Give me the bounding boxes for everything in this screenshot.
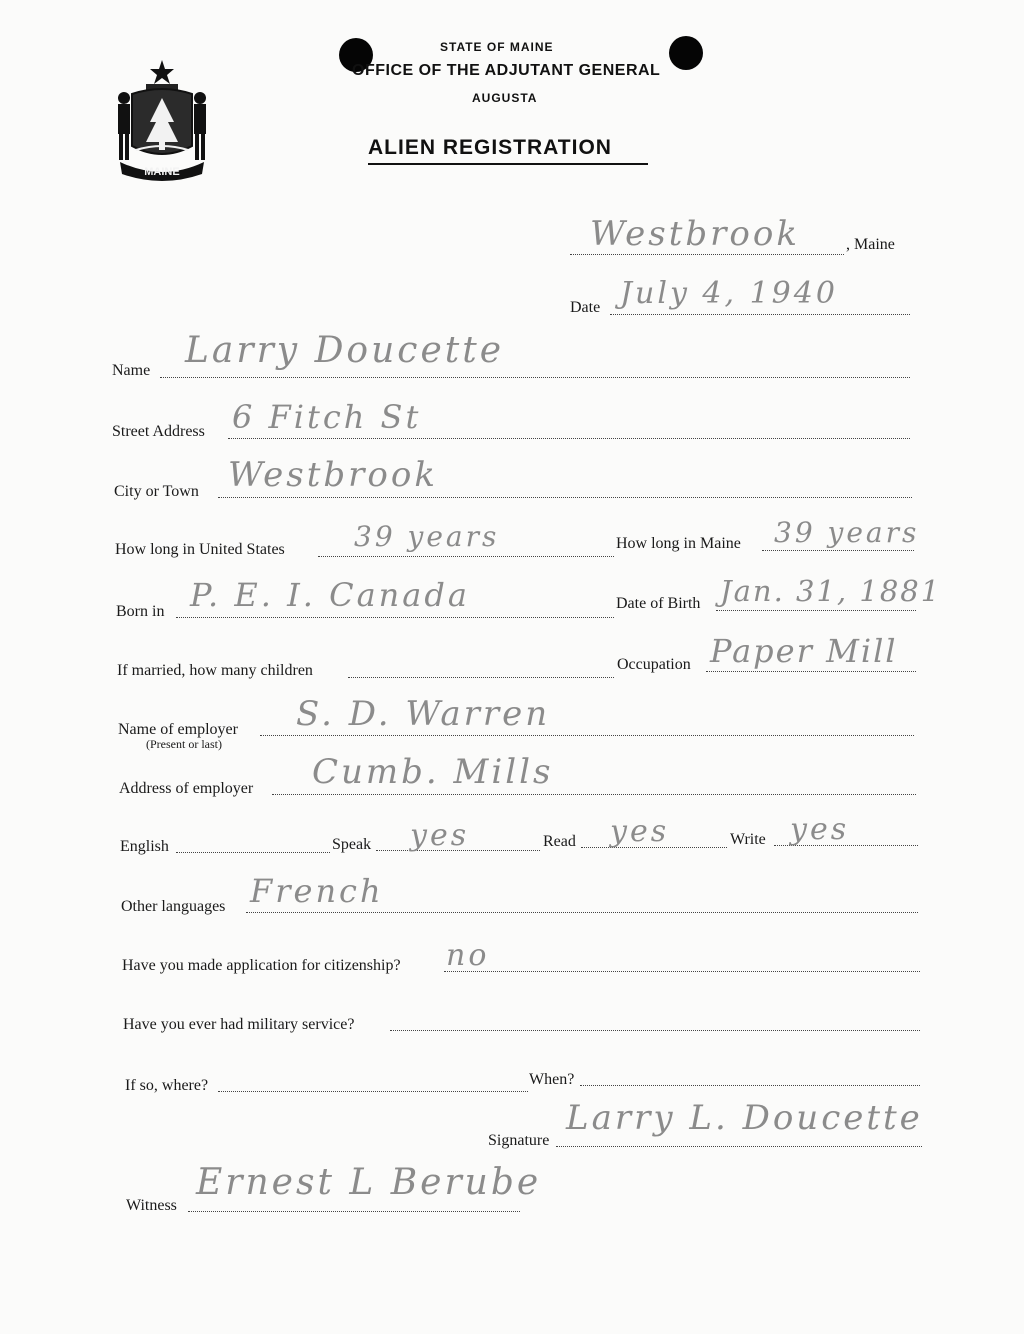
name-entry: Larry Doucette	[185, 330, 504, 371]
name-label: Name	[112, 362, 151, 379]
born-in-line	[176, 617, 614, 618]
speak-label: Speak	[332, 836, 372, 853]
city-entry: Westbrook	[228, 455, 438, 495]
where-label: If so, where?	[125, 1077, 209, 1094]
name-line	[160, 377, 910, 378]
town-line	[570, 254, 844, 255]
other-languages-label: Other languages	[121, 898, 226, 915]
speak-entry: yes	[410, 818, 470, 853]
when-label: When?	[529, 1071, 575, 1088]
form-title: ALIEN REGISTRATION	[368, 136, 612, 159]
signature-entry: Larry L. Doucette	[566, 1098, 923, 1138]
employer-note: (Present or last)	[146, 737, 222, 751]
military-line	[390, 1030, 920, 1031]
married-children-label: If married, how many children	[117, 662, 313, 679]
occupation-label: Occupation	[617, 656, 691, 673]
town-entry: Westbrook	[590, 214, 800, 254]
office-heading: OFFICE OF THE ADJUTANT GENERAL	[352, 62, 661, 79]
employer-address-line	[272, 794, 916, 795]
employer-address-entry: Cumb. Mills	[312, 752, 554, 792]
other-languages-entry: French	[250, 872, 384, 910]
where-line	[218, 1091, 528, 1092]
citizenship-label: Have you made application for citizenship?	[122, 957, 401, 974]
street-address-entry: 6 Fitch St	[232, 398, 422, 436]
witness-entry: Ernest L Berube	[196, 1162, 542, 1203]
occupation-entry: Paper Mill	[710, 632, 898, 670]
witness-label: Witness	[126, 1197, 177, 1214]
how-long-maine-label: How long in Maine	[616, 535, 741, 552]
born-in-label: Born in	[116, 603, 165, 620]
citizenship-line	[444, 971, 920, 972]
employer-name-line	[260, 735, 914, 736]
married-children-line	[348, 677, 614, 678]
street-address-line	[228, 438, 910, 439]
maine-state-seal-icon	[110, 58, 214, 182]
maine-label: , Maine	[846, 236, 895, 253]
english-line	[176, 852, 330, 853]
read-entry: yes	[610, 814, 670, 849]
svg-text:MAINE: MAINE	[144, 166, 180, 178]
how-long-maine-line	[762, 550, 914, 551]
state-heading: STATE OF MAINE	[440, 40, 554, 54]
citizenship-entry: no	[446, 938, 490, 973]
other-languages-line	[246, 912, 918, 913]
city-line	[218, 497, 912, 498]
signature-line	[556, 1146, 922, 1147]
english-label: English	[120, 838, 169, 855]
how-long-us-label: How long in United States	[115, 541, 285, 558]
employer-name-entry: S. D. Warren	[296, 694, 551, 734]
city-heading: AUGUSTA	[472, 91, 538, 105]
punch-hole-right	[669, 36, 703, 70]
date-of-birth-entry: Jan. 31, 1881	[720, 574, 942, 608]
date-of-birth-label: Date of Birth	[616, 595, 701, 612]
date-line	[610, 314, 910, 315]
write-entry: yes	[790, 812, 850, 847]
employer-address-label: Address of employer	[119, 780, 254, 797]
how-long-us-entry: 39 years	[354, 520, 500, 553]
military-label: Have you ever had military service?	[123, 1016, 355, 1033]
city-label: City or Town	[114, 483, 199, 500]
read-label: Read	[543, 833, 576, 850]
occupation-line	[706, 671, 916, 672]
date-entry: July 4, 1940	[620, 276, 838, 311]
witness-line	[188, 1211, 520, 1212]
employer-name-label: Name of employer	[118, 721, 238, 738]
street-address-label: Street Address	[112, 423, 205, 440]
date-label: Date	[570, 299, 601, 316]
born-in-entry: P. E. I. Canada	[190, 576, 470, 614]
title-underline	[368, 163, 648, 165]
how-long-us-line	[318, 556, 614, 557]
date-of-birth-line	[716, 610, 916, 611]
when-line	[580, 1085, 920, 1086]
signature-label: Signature	[488, 1132, 550, 1149]
how-long-maine-entry: 39 years	[774, 516, 920, 549]
write-label: Write	[730, 831, 766, 848]
